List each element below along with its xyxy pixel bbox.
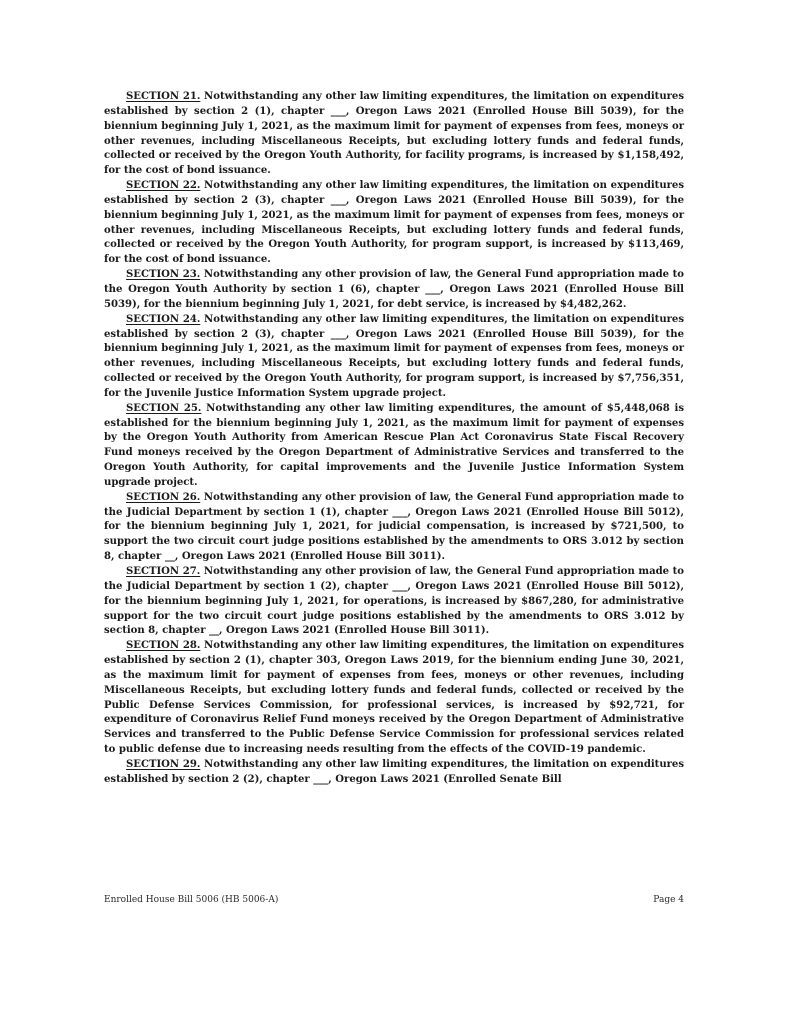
section-label: SECTION 26. xyxy=(126,491,201,503)
section-text: Notwithstanding any other law limiting expenditures, the limitation on expenditures established by section 2 (3), chapter ___, Oregon Laws 2021 (Enrolled House Bill 5039), for the biennium beginning July 1, 2021, as the maximum limit for payment of expenses from fees, moneys or other revenues, including Miscellaneous Receipts, but excluding lottery funds and federal funds, collected or received by the Oregon Youth Authority, for program support, is increased by $7,756,351, for the Juvenile Justice Information System upgrade project. xyxy=(104,313,684,399)
section-21 xyxy=(104,90,684,179)
section-29 xyxy=(104,758,684,788)
section-26 xyxy=(104,491,684,565)
section-label: SECTION 29. xyxy=(126,758,201,770)
section-label: SECTION 22. xyxy=(126,180,201,192)
section-23 xyxy=(104,268,684,313)
footer-page-number: Page 4 xyxy=(653,895,684,905)
footer-bill-title: Enrolled House Bill 5006 (HB 5006-A) xyxy=(104,895,279,905)
section-text: Notwithstanding any other law limiting expenditures, the limitation on expenditures established by section 2 (2), chapter ___, Oregon Laws 2021 (Enrolled Senate Bill xyxy=(104,758,684,785)
section-label: SECTION 24. xyxy=(126,313,201,325)
section-label: SECTION 23. xyxy=(126,269,201,281)
section-text: Notwithstanding any other law limiting expenditures, the limitation on expenditures established by section 2 (3), chapter ___, Oregon Laws 2021 (Enrolled House Bill 5039), for the biennium beginning July 1, 2021, as the maximum limit for payment of expenses from fees, moneys or other revenues, including Miscellaneous Receipts, but excluding lottery funds and federal funds, collected or received by the Oregon Youth Authority, for program support, is increased by $113,469, for the cost of bond issuance. xyxy=(104,180,684,266)
section-text: Notwithstanding any other law limiting expenditures, the amount of $5,448,068 is established for the biennium beginning July 1, 2021, as the maximum limit for payment of expenses by the Oregon Youth Authority from American Rescue Plan Act Coronavirus State Fiscal Recovery Fund moneys received by the Oregon Department of Administrative Services and transferred to the Oregon Youth Authority, for capital improvements and the Juvenile Justice Information System upgrade project. xyxy=(104,402,684,488)
body-text xyxy=(104,90,684,788)
section-28 xyxy=(104,639,684,758)
section-label: SECTION 25. xyxy=(126,402,202,414)
section-label: SECTION 21. xyxy=(126,91,201,102)
section-25 xyxy=(104,402,684,491)
section-text: Notwithstanding any other provision of law, the General Fund appropriation made to the Oregon Youth Authority by section 1 (6), chapter ___, Oregon Laws 2021 (Enrolled House Bill 5039), for the biennium beginning July 1, 2021, for debt service, is increased by $4,482,262. xyxy=(104,269,684,310)
section-label: SECTION 27. xyxy=(126,566,201,577)
section-text: Notwithstanding any other law limiting expenditures, the limitation on expenditures established by section 2 (1), chapter 303, Oregon Laws 2019, for the biennium ending June 30, 2021, as the maximum limit for payment of expenses from fees, moneys or other revenues, including Miscellaneous Receipts, but excluding lottery funds and federal funds, collected or received by the Public Defense Services Commission, for professional services, is increased by $92,721, for expenditure of Coronavirus Relief Fund moneys received by the Oregon Department of Administrative Services and transferred to the Public Defense Service Commission for professional services related to public defense due to increasing needs resulting from the effects of the COVID-19 pandemic. xyxy=(104,640,684,756)
section-text: Notwithstanding any other provision of law, the General Fund appropriation made to the Judicial Department by section 1 (2), chapter ___, Oregon Laws 2021 (Enrolled House Bill 5012), for the biennium beginning July 1, 2021, for operations, is increased by $867,280, for administrative support for the two circuit court judge positions established by the amendments to ORS 3.012 by section 8, chapter __, Oregon Laws 2021 (Enrolled House Bill 3011). xyxy=(104,566,684,637)
section-text: Notwithstanding any other provision of law, the General Fund appropriation made to the Judicial Department by section 1 (1), chapter ___, Oregon Laws 2021 (Enrolled House Bill 5012), for the biennium beginning July 1, 2021, for judicial compensation, is increased by $721,500, to support the two circuit court judge positions established by the amendments to ORS 3.012 by section 8, chapter __, Oregon Laws 2021 (Enrolled House Bill 3011). xyxy=(104,491,684,563)
section-24 xyxy=(104,313,684,402)
section-text: Notwithstanding any other law limiting expenditures, the limitation on expenditures established by section 2 (1), chapter ___, Oregon Laws 2021 (Enrolled House Bill 5039), for the biennium beginning July 1, 2021, as the maximum limit for payment of expenses from fees, moneys or other revenues, including Miscellaneous Receipts, but excluding lottery funds and federal funds, collected or received by the Oregon Youth Authority, for facility programs, is increased by $1,158,492, for the cost of bond issuance. xyxy=(104,91,684,177)
section-label: SECTION 28. xyxy=(126,640,201,652)
section-22 xyxy=(104,179,684,268)
section-27 xyxy=(104,565,684,639)
